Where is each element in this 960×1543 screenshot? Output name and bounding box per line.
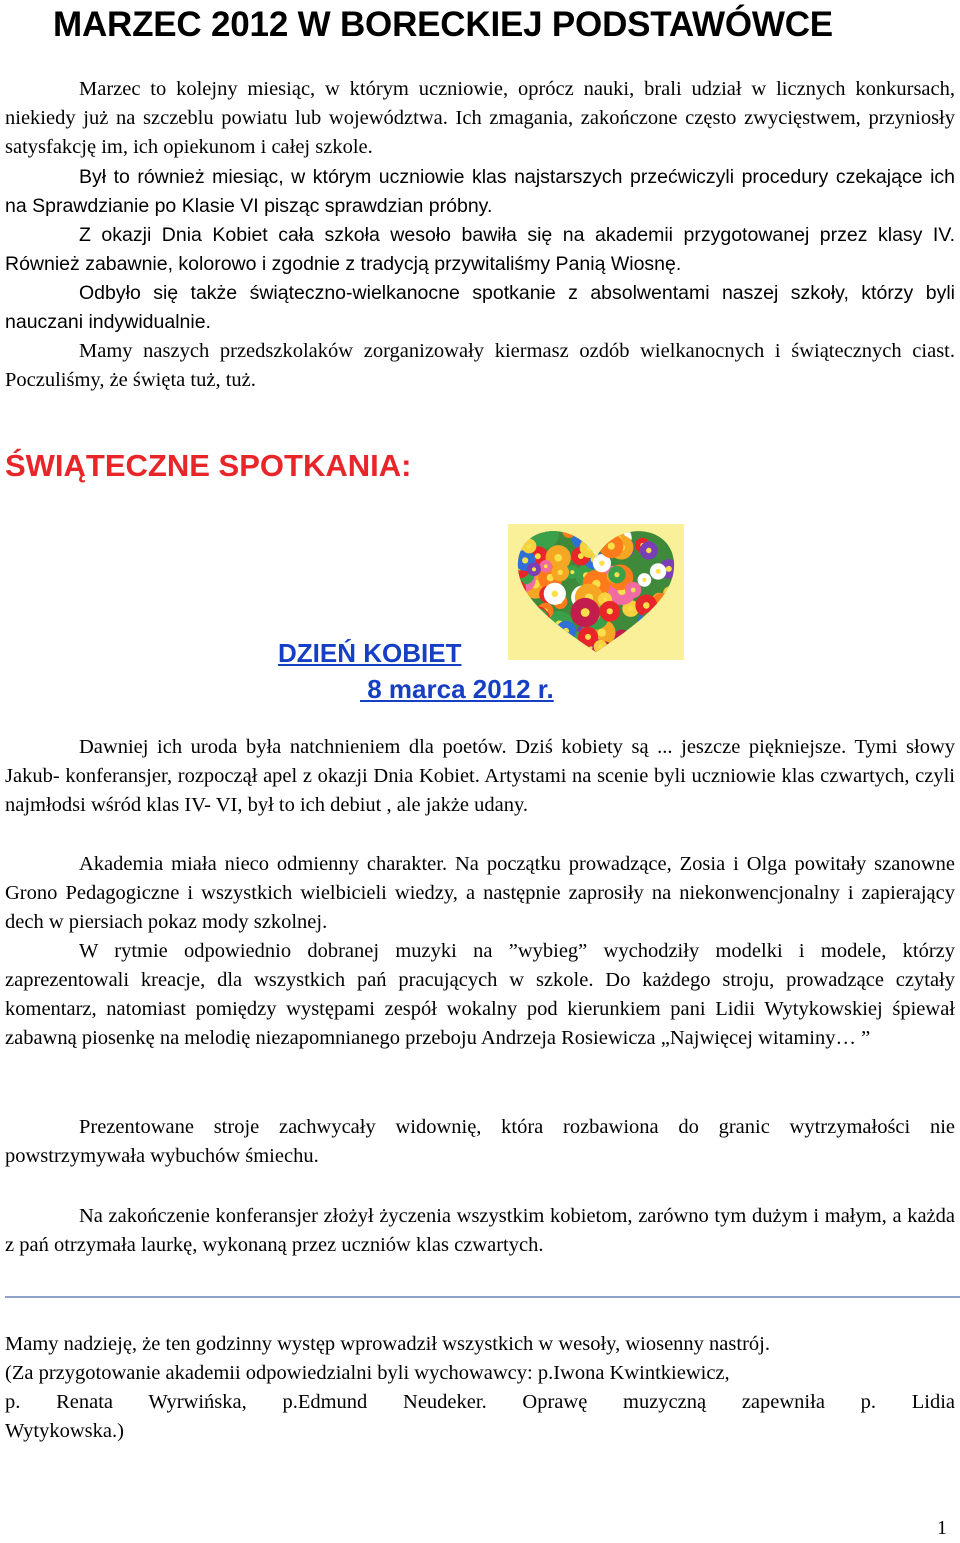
flower-center <box>643 602 650 609</box>
flower-center <box>656 569 661 574</box>
flower-center <box>532 567 536 571</box>
flower-center <box>570 570 574 574</box>
flower-center <box>600 649 607 656</box>
intro-paragraph-3: Z okazji Dnia Kobiet cała szkoła wesoło bawiła się na akademii przygotowanej przez klasy IV. Również zabawnie, kolorowo i zgodnie z tradycją przywitaliśmy Panią Wiosnę. <box>5 224 955 275</box>
closing-line-2: (Za przygotowanie akademii odpowiedzialni byli wychowawcy: p.Iwona Kwintkiewicz, <box>5 1362 730 1384</box>
flower-center <box>557 647 561 651</box>
event-date-link[interactable]: 8 marca 2012 r. <box>360 674 554 704</box>
flower-center <box>631 588 636 593</box>
flower-center <box>666 566 672 572</box>
flower-heart-image <box>508 524 684 660</box>
flower-center <box>661 633 669 641</box>
closing-paragraph <box>5 1330 955 1446</box>
flower-blossom <box>523 606 550 633</box>
flower-heart-icon <box>508 524 684 660</box>
intro-paragraph-1: Marzec to kolejny miesiąc, w którym uczniowie, oprócz nauki, brali udział w licznych konkursach, niekiedy już na szczeblu powiatu lub województwa. Ich zmagania, zakończone często zwycięstwem, przyniosły satysfakcję im, ich opiekunom i całej szkole. <box>5 78 955 158</box>
flower-center <box>562 639 569 646</box>
flower-center <box>619 635 624 640</box>
flower-center <box>585 634 591 640</box>
flower-center <box>599 645 603 649</box>
flower-center <box>540 649 546 655</box>
intro-paragraph-4: Odbyło się także świąteczno-wielkanocne spotkanie z absolwentami naszej szkoły, którzy byli nauczani indywidualnie. <box>5 282 955 333</box>
flower-center <box>558 570 563 575</box>
flower-center <box>659 602 667 610</box>
flower-center <box>539 524 547 532</box>
flower-blossom <box>533 642 553 660</box>
flower-center <box>526 637 530 641</box>
flower-center <box>598 629 606 637</box>
event-title-link[interactable]: DZIEŃ KOBIET <box>278 638 462 668</box>
flower-center <box>607 608 613 614</box>
flower-center <box>599 561 604 566</box>
flower-blossom <box>596 524 614 540</box>
closing-line-1: Mamy nadzieję, że ten godzinny występ wprowadził wszystkich w wesoły, wiosenny nastrój. <box>5 1333 770 1355</box>
flower-center <box>513 586 519 592</box>
flower-center <box>642 578 646 582</box>
flower-center <box>614 572 619 577</box>
flower-center <box>563 628 569 634</box>
flower-center <box>552 591 559 598</box>
flower-blossom <box>522 614 550 642</box>
closing-line-3: p. Renata Wyrwińska, p.Edmund Neudeker. Oprawę muzyczną zapewniła p. Lidia <box>5 1391 955 1413</box>
article-paragraph-5: Na zakończenie konferansjer złożył życzenia wszystkim kobietom, zarówno tym dużym i małym, a każda z pań otrzymała laurkę, wykonaną przez uczniów klas czwartych. <box>5 1205 955 1256</box>
flower-center <box>645 618 651 624</box>
intro-paragraph-5: Mamy naszych przedszkolaków zorganizowały kiermasz ozdób wielkanocnych i świątecznych ciast. Poczuliśmy, że święta tuż, tuż. <box>5 340 955 391</box>
closing-line-4: Wytykowska.) <box>5 1420 124 1442</box>
flower-center <box>567 530 571 534</box>
flower-center <box>608 543 615 550</box>
flower-blossom <box>553 642 565 654</box>
flower-blossom <box>641 612 663 634</box>
flower-center <box>655 645 661 651</box>
flower-center <box>668 591 672 595</box>
article-paragraph-1: Dawniej ich uroda była natchnieniem dla poetów. Dziś kobiety są ... jeszcze piękniejsze. Tymi słowy Jakub- konferansjer, rozpoczął apel z okazji Dnia Kobiet. Artystami na scenie byli uczniowie klas czwartych, czyli najmłodsi wśród klas IV- VI, był to ich debiut , ale jakże udany. <box>5 736 955 816</box>
flower-blossom <box>614 630 630 646</box>
flower-center <box>585 646 593 654</box>
flower-center <box>535 553 541 559</box>
flower-center <box>603 597 607 601</box>
flower-blossom <box>587 526 604 543</box>
flower-center <box>522 557 528 563</box>
flower-center <box>648 619 655 626</box>
flower-center <box>582 533 591 542</box>
section-heading: ŚWIĄTECZNE SPOTKANIA: <box>5 448 412 483</box>
flower-center <box>592 532 597 537</box>
flower-blossom <box>522 632 535 645</box>
flower-center <box>551 636 557 642</box>
flower-blossom <box>544 629 564 649</box>
flower-center <box>602 528 607 533</box>
page-title: MARZEC 2012 W BORECKIEJ PODSTAWÓWCE <box>53 5 833 44</box>
article-paragraph-3: W rytmie odpowiednio dobranej muzyki na ”wybieg” wychodziły modelki i modele, którzy zaprezentowali kreacje, dla wszystkich pań pracujących w szkole. Do każdego stroju, prowadzące czytały komentarz, natomiast pomiędzy występami zespół wokalny pod kierunkiem pani Lidii Wytykowskiej śpiewał zabawną piosenkę na melodię niezapomnianego przeboju Andrzeja Rosiewicza „Najwięcej witaminy… ” <box>5 940 955 1049</box>
flower-blossom <box>652 624 677 649</box>
article-paragraph-4: Prezentowane stroje zachwycały widownię, która rozbawiona do granic wytrzymałości nie powstrzymywała wybuchów śmiechu. <box>5 1116 955 1167</box>
page-number: 1 <box>937 1517 947 1539</box>
flower-center <box>554 554 562 562</box>
flower-blossom <box>526 608 549 631</box>
flower-center <box>527 544 531 548</box>
intro-paragraph-2: Był to również miesiąc, w którym uczniowie klas najstarszych przećwiczyli procedury czekające ich na Sprawdzianie po Klasie VI pisząc sprawdzian próbny. <box>5 166 955 217</box>
flower-blossom <box>661 596 679 614</box>
flower-center <box>581 608 590 617</box>
section-divider <box>5 1296 960 1298</box>
flower-center <box>534 616 541 623</box>
flower-center <box>587 545 593 551</box>
flower-center <box>544 564 548 568</box>
flower-blossom <box>580 537 601 558</box>
article-paragraph-2: Akademia miała nieco odmienny charakter. Na początku prowadzące, Zosia i Olga powitały szanowne Grono Pedagogiczne i wszystkich wielbicieli wiedzy, a następnie zaprosiły na niekonwencjonalny i zapierający dech w piersiach pokaz mody szkolnej. <box>5 853 955 933</box>
flower-center <box>532 616 540 624</box>
flower-blossom <box>663 587 676 600</box>
flower-center <box>532 624 540 632</box>
flower-center <box>667 602 672 607</box>
flower-center <box>646 548 651 553</box>
flower-center <box>628 606 633 611</box>
flower-blossom <box>562 525 575 538</box>
flower-blossom <box>649 638 668 657</box>
flower-center <box>573 640 581 648</box>
